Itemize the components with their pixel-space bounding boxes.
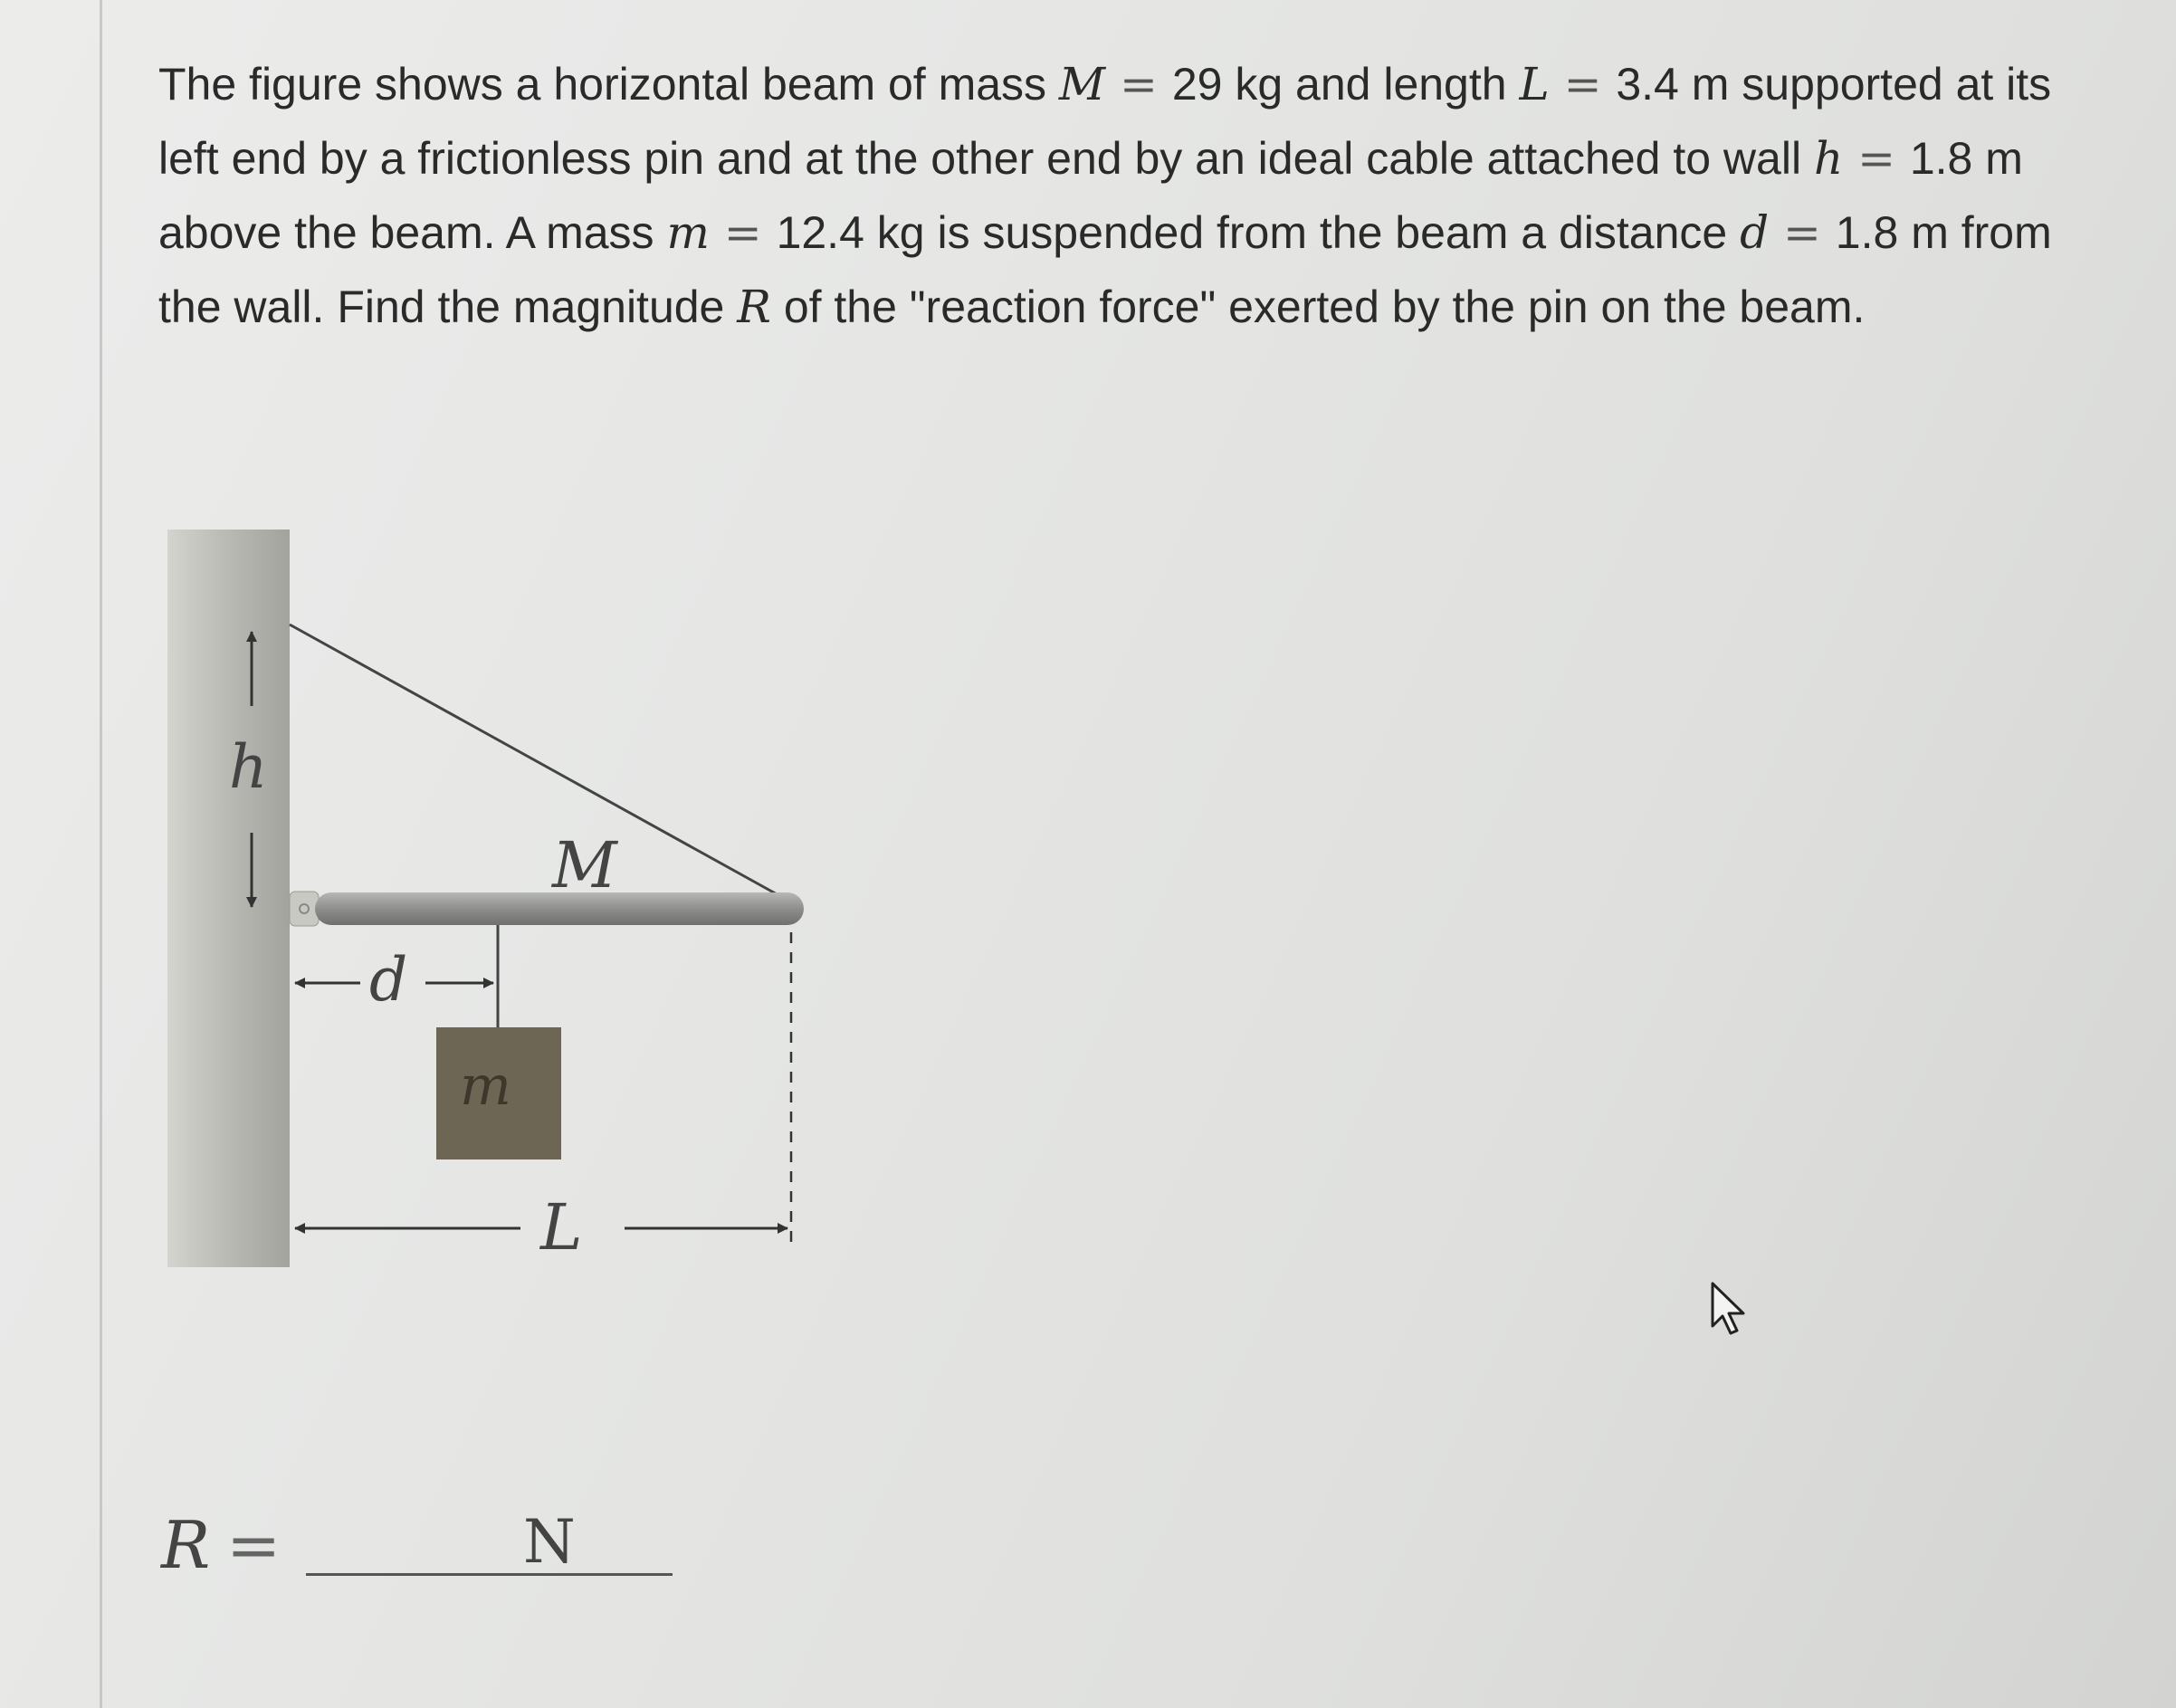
- L-label: L: [540, 1190, 583, 1264]
- math-variable: d: [1740, 206, 1770, 259]
- answer-input[interactable]: [306, 1531, 673, 1576]
- pin-bracket: [290, 892, 319, 926]
- math-operator: =: [1843, 132, 1910, 185]
- math-operator: =: [709, 206, 777, 259]
- wall: [167, 530, 290, 1267]
- panel-border: [100, 0, 102, 1708]
- math-operator: =: [1105, 58, 1172, 110]
- beam-diagram: [154, 525, 824, 1285]
- answer-row: [161, 1507, 704, 1589]
- answer-equals: =: [226, 1507, 282, 1583]
- question-text-run: of the "reaction force" exerted by the pin on the beam.: [770, 281, 1866, 332]
- question-text-run: The figure shows a horizontal beam of mass: [158, 59, 1059, 110]
- math-operator: =: [1769, 206, 1836, 259]
- math-operator: =: [1549, 58, 1617, 110]
- question-text: [158, 47, 2104, 344]
- d-label: d: [369, 945, 408, 1015]
- math-variable: R: [737, 281, 771, 333]
- beam-mass-label: M: [552, 828, 617, 902]
- math-variable: L: [1519, 58, 1550, 110]
- cable: [290, 625, 797, 905]
- math-variable: m: [666, 206, 710, 259]
- math-variable: M: [1058, 58, 1106, 110]
- beam-figure: [154, 525, 824, 1285]
- answer-variable: R: [161, 1507, 211, 1583]
- h-label: h: [229, 732, 268, 802]
- question-text-run: 3.4 m supported at its left end by a frictionless pin and at the other end by an ideal cable attached to wall: [158, 59, 2052, 184]
- block-mass-label: m: [460, 1054, 511, 1118]
- question-text-run: 29 kg and length: [1171, 59, 1520, 110]
- math-variable: h: [1813, 132, 1844, 185]
- mouse-pointer-icon: [1709, 1281, 1754, 1339]
- question-text-run: 1.8 m above the beam. A mass: [158, 133, 2023, 258]
- question-text-run: 12.4 kg is suspended from the beam a distance: [776, 207, 1741, 258]
- answer-unit: N: [523, 1507, 576, 1577]
- question-text-run: 1.8 m from the wall. Find the magnitude: [158, 207, 2052, 332]
